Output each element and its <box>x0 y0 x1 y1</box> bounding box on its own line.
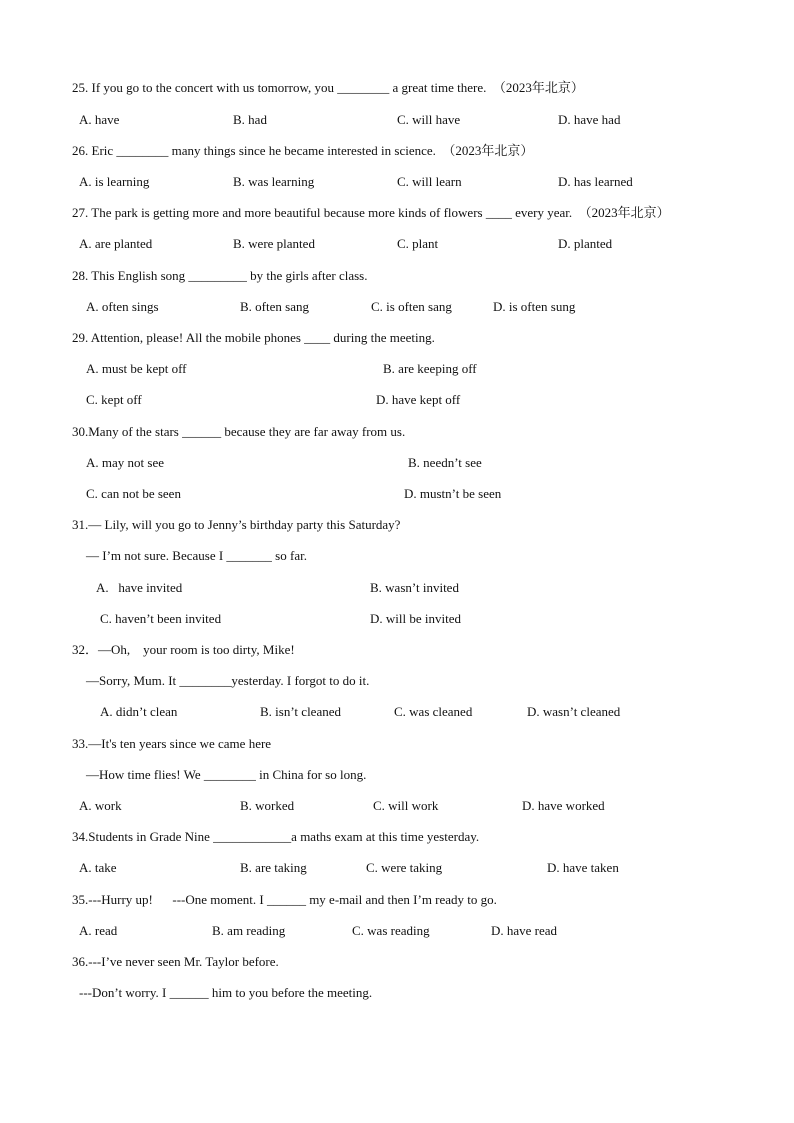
question-33-option-d: D. have worked <box>522 798 605 813</box>
question-33-option-a: A. work <box>79 798 122 813</box>
question-33-option-c: C. will work <box>373 798 439 813</box>
question-32-option-d: D. wasn’t cleaned <box>527 704 621 719</box>
question-29-option-a: A. must be kept off <box>86 361 187 376</box>
question-25-option-c: C. will have <box>397 112 461 127</box>
question-26-option-d: D. has learned <box>558 174 633 189</box>
question-27-option-b: B. were planted <box>233 236 315 251</box>
question-31-stem: 31.— Lily, will you go to Jenny’s birthday party this Saturday? <box>72 517 401 532</box>
question-35-option-a: A. read <box>79 923 118 938</box>
question-27-option-d: D. planted <box>558 236 613 251</box>
question-28-stem: 28. This English song _________ by the girls after class. <box>72 268 368 283</box>
question-30-stem: 30.Many of the stars ______ because they are far away from us. <box>72 424 406 439</box>
question-32-option-b: B. isn’t cleaned <box>260 704 341 719</box>
question-28-option-c: C. is often sang <box>371 299 452 314</box>
question-30-option-a: A. may not see <box>86 455 164 470</box>
question-31-option-b: B. wasn’t invited <box>370 580 459 595</box>
question-29-option-d: D. have kept off <box>376 392 461 407</box>
question-30-option-b: B. needn’t see <box>408 455 482 470</box>
question-25-option-b: B. had <box>233 112 267 127</box>
question-28-option-d: D. is often sung <box>493 299 576 314</box>
question-29-option-c: C. kept off <box>86 392 142 407</box>
question-35-option-d: D. have read <box>491 923 558 938</box>
question-36-reply: ---Don’t worry. I ______ him to you before the meeting. <box>79 985 373 1000</box>
question-26-option-a: A. is learning <box>79 174 150 189</box>
question-27-option-a: A. are planted <box>79 236 153 251</box>
question-27-option-c: C. plant <box>397 236 439 251</box>
question-32-stem: 32．—Oh, your room is too dirty, Mike! <box>72 642 295 657</box>
question-34-option-c: C. were taking <box>366 860 443 875</box>
question-29-stem: 29. Attention, please! All the mobile phones ____ during the meeting. <box>72 330 435 345</box>
question-34-stem: 34.Students in Grade Nine ____________a maths exam at this time yesterday. <box>72 829 480 844</box>
question-25-option-a: A. have <box>79 112 120 127</box>
question-31-option-d: D. will be invited <box>370 611 461 626</box>
question-33-stem: 33.—It's ten years since we came here <box>72 736 272 751</box>
question-35-option-b: B. am reading <box>212 923 286 938</box>
question-33-option-b: B. worked <box>240 798 295 813</box>
question-32-option-c: C. was cleaned <box>394 704 473 719</box>
question-25-stem: 25. If you go to the concert with us tomorrow, you ________ a great time there. （2023年北京） <box>72 80 584 95</box>
question-28-option-a: A. often sings <box>86 299 159 314</box>
question-34-option-a: A. take <box>79 860 117 875</box>
question-26-stem: 26. Eric ________ many things since he became interested in science. （2023年北京） <box>72 143 534 158</box>
question-26-option-b: B. was learning <box>233 174 315 189</box>
question-28-option-b: B. often sang <box>240 299 309 314</box>
question-26-option-c: C. will learn <box>397 174 462 189</box>
question-34-option-d: D. have taken <box>547 860 619 875</box>
question-33-reply: —How time flies! We ________ in China for so long. <box>86 767 367 782</box>
question-34-option-b: B. are taking <box>240 860 307 875</box>
question-25-option-d: D. have had <box>558 112 621 127</box>
question-35-option-c: C. was reading <box>352 923 430 938</box>
question-32-reply: —Sorry, Mum. It ________yesterday. I forgot to do it. <box>86 673 370 688</box>
question-36-stem: 36.---I’ve never seen Mr. Taylor before. <box>72 954 279 969</box>
question-30-option-c: C. can not be seen <box>86 486 181 501</box>
question-31-option-a: A. have invited <box>96 580 183 595</box>
question-29-option-b: B. are keeping off <box>383 361 477 376</box>
question-31-reply: — I’m not sure. Because I _______ so far. <box>86 548 307 563</box>
question-35-stem: 35.---Hurry up! ---One moment. I ______ my e-mail and then I’m ready to go. <box>72 892 497 907</box>
question-32-option-a: A. didn’t clean <box>100 704 178 719</box>
question-30-option-d: D. mustn’t be seen <box>404 486 502 501</box>
question-27-stem: 27. The park is getting more and more beautiful because more kinds of flowers ____ every year. （2023年北京） <box>72 205 670 220</box>
question-31-option-c: C. haven’t been invited <box>100 611 222 626</box>
